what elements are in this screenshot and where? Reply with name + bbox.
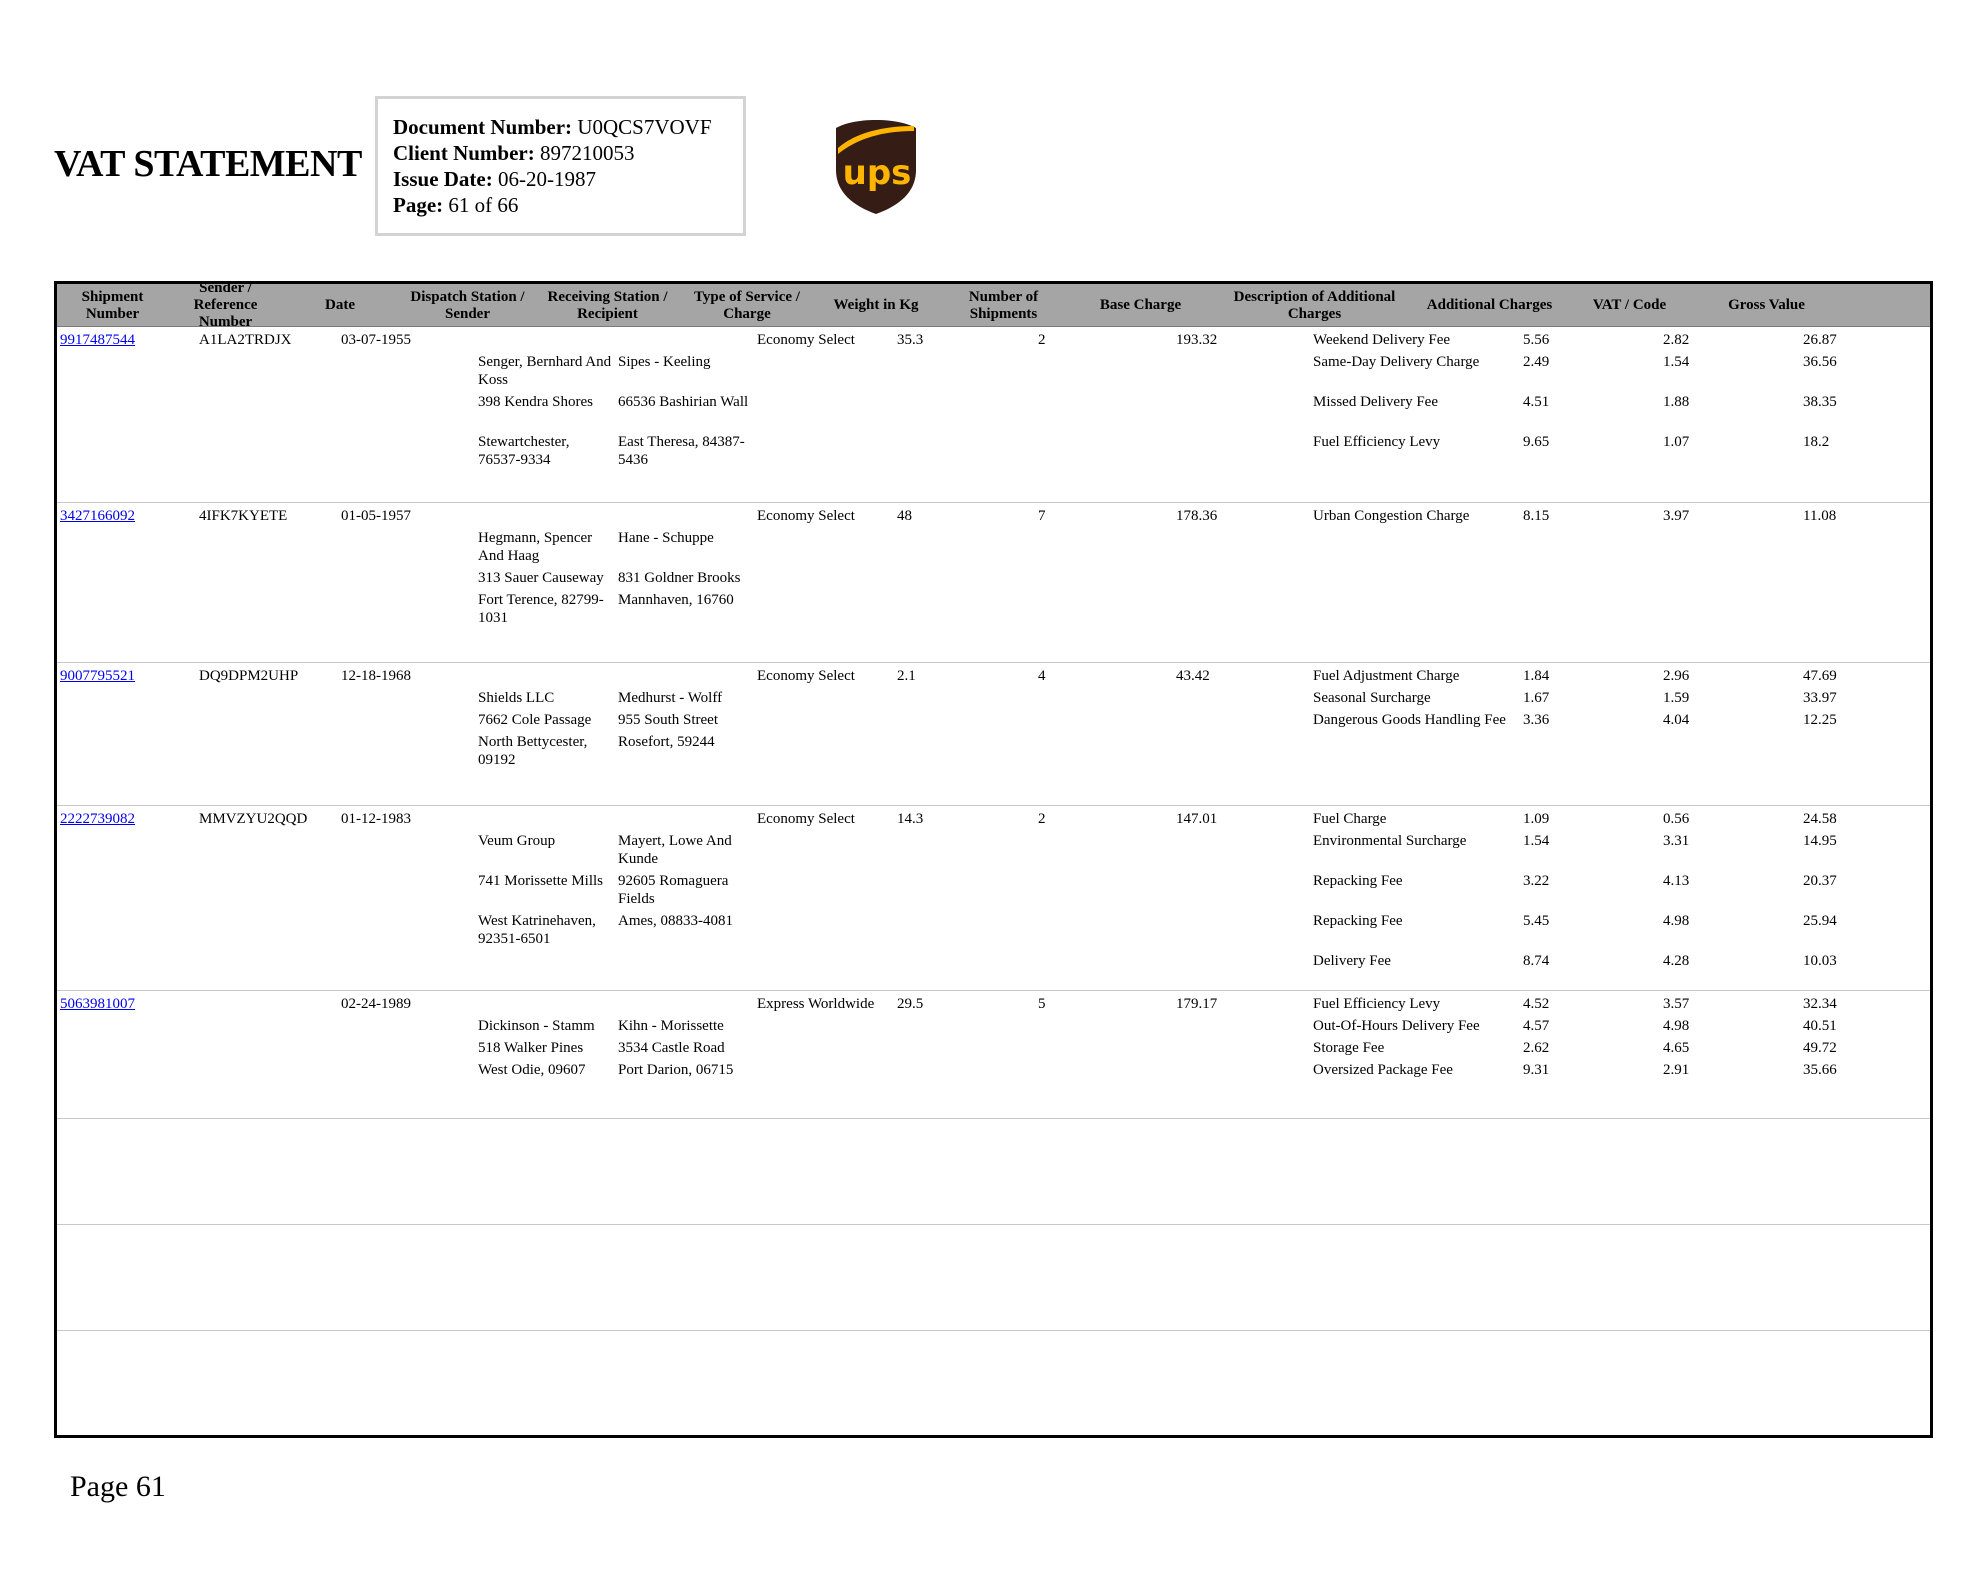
- additional-charge-description: Fuel Efficiency Levy: [1313, 434, 1441, 450]
- empty-row: [57, 1119, 1930, 1225]
- issue-date-line: [393, 166, 743, 192]
- vat-code: 4.28: [1663, 953, 1690, 969]
- shipment-date: 03-07-1955: [341, 332, 411, 348]
- col-additional-charges-header: Additional Charges: [1426, 297, 1553, 313]
- receiving-station-line: Mannhaven, 16760: [618, 592, 734, 608]
- additional-charge-amount: 4.52: [1523, 996, 1550, 1012]
- number-of-shipments: 2: [1038, 811, 1046, 827]
- document-info-box: [375, 96, 746, 236]
- additional-charge-amount: 1.54: [1523, 833, 1550, 849]
- receiving-station-line: Hane - Schuppe: [618, 530, 714, 546]
- gross-value: 38.35: [1803, 394, 1837, 410]
- weight-kg: 14.3: [897, 811, 924, 827]
- shipment-number-link[interactable]: 3427166092: [60, 508, 135, 524]
- additional-charge-description: Missed Delivery Fee: [1313, 394, 1438, 410]
- shipment-group: [57, 327, 1930, 503]
- page-number-line: [393, 192, 743, 218]
- gross-value: 14.95: [1803, 833, 1837, 849]
- col-sender-reference-header: Sender / Reference Number: [193, 280, 258, 330]
- shipment-date: 12-18-1968: [341, 668, 411, 684]
- shipment-date: 01-12-1983: [341, 811, 411, 827]
- receiving-station-line: 831 Goldner Brooks: [618, 570, 741, 586]
- vat-code: 3.31: [1663, 833, 1690, 849]
- client-number-value: 897210053: [539, 141, 635, 165]
- shipment-date: 01-05-1957: [341, 508, 411, 524]
- additional-charge-description: Weekend Delivery Fee: [1313, 332, 1451, 348]
- shipment-table: [54, 281, 1933, 1438]
- weight-kg: 29.5: [897, 996, 924, 1012]
- col-vat-code-header: VAT / Code: [1592, 297, 1667, 313]
- additional-charge-description: Seasonal Surcharge: [1313, 690, 1431, 706]
- additional-charge-description: Fuel Efficiency Levy: [1313, 996, 1441, 1012]
- vat-code: 1.54: [1663, 354, 1690, 370]
- gross-value: 32.34: [1803, 996, 1837, 1012]
- shipment-group: [57, 503, 1930, 663]
- shipment-group: [57, 663, 1930, 806]
- sender-reference: 4IFK7KYETE: [199, 508, 288, 524]
- service-type: Economy Select: [757, 508, 855, 524]
- dispatch-station-line: 518 Walker Pines: [478, 1040, 584, 1056]
- additional-charge-amount: 1.67: [1523, 690, 1550, 706]
- vat-code: 1.88: [1663, 394, 1690, 410]
- col-additional-description-header: Description of Additional Charges: [1233, 288, 1396, 322]
- col-gross-value-header: Gross Value: [1728, 297, 1805, 313]
- number-of-shipments: 2: [1038, 332, 1046, 348]
- dispatch-station-line: 313 Sauer Causeway: [478, 570, 604, 586]
- shipment-number-link[interactable]: 5063981007: [60, 996, 135, 1012]
- base-charge: 43.42: [1176, 668, 1210, 684]
- shipment-date: 02-24-1989: [341, 996, 411, 1012]
- additional-charge-amount: 4.57: [1523, 1018, 1550, 1034]
- empty-row: [57, 1225, 1930, 1331]
- dispatch-station-line: Stewartchester, 76537-9334: [478, 434, 570, 468]
- col-receiving-station-header: Receiving Station / Recipient: [547, 288, 668, 322]
- base-charge: 178.36: [1176, 508, 1218, 524]
- col-number-shipments-header: Number of Shipments: [968, 288, 1039, 322]
- page-value: 61 of 66: [448, 193, 519, 217]
- additional-charge-amount: 2.62: [1523, 1040, 1550, 1056]
- col-service-type-header: Type of Service / Charge: [694, 288, 800, 322]
- receiving-station-line: Medhurst - Wolff: [618, 690, 723, 706]
- gross-value: 47.69: [1803, 668, 1837, 684]
- dispatch-station-line: 741 Morissette Mills: [478, 873, 604, 889]
- base-charge: 193.32: [1176, 332, 1218, 348]
- service-type: Express Worldwide: [757, 996, 875, 1012]
- weight-kg: 48: [897, 508, 912, 524]
- gross-value: 26.87: [1803, 332, 1837, 348]
- dispatch-station-line: West Odie, 09607: [478, 1062, 586, 1078]
- document-number-label: Document Number:: [393, 115, 573, 139]
- issue-date-label: Issue Date:: [393, 167, 493, 191]
- receiving-station-line: Port Darion, 06715: [618, 1062, 734, 1078]
- receiving-station-line: 66536 Bashirian Wall: [618, 394, 749, 410]
- additional-charge-description: Dangerous Goods Handling Fee: [1313, 712, 1506, 728]
- vat-code: 4.98: [1663, 1018, 1690, 1034]
- gross-value: 36.56: [1803, 354, 1837, 370]
- dispatch-station-line: Fort Terence, 82799-1031: [478, 592, 604, 626]
- weight-kg: 2.1: [897, 668, 916, 684]
- col-weight-header: Weight in Kg: [833, 297, 919, 313]
- table-header: [57, 280, 1930, 330]
- receiving-station-line: Ames, 08833-4081: [618, 913, 733, 929]
- dispatch-station-line: Veum Group: [478, 833, 556, 849]
- additional-charge-amount: 4.51: [1523, 394, 1550, 410]
- col-date-header: Date: [325, 297, 355, 313]
- additional-charge-description: Fuel Charge: [1313, 811, 1387, 827]
- additional-charge-amount: 1.09: [1523, 811, 1550, 827]
- service-type: Economy Select: [757, 332, 855, 348]
- vat-code: 2.96: [1663, 668, 1690, 684]
- col-dispatch-station-header: Dispatch Station / Sender: [410, 288, 525, 322]
- additional-charge-description: Delivery Fee: [1313, 953, 1391, 969]
- additional-charge-amount: 5.45: [1523, 913, 1550, 929]
- number-of-shipments: 7: [1038, 508, 1046, 524]
- sender-reference: DQ9DPM2UHP: [199, 668, 299, 684]
- page-label: Page:: [393, 193, 444, 217]
- vat-code: 3.57: [1663, 996, 1690, 1012]
- dispatch-station-line: North Bettycester, 09192: [478, 734, 588, 768]
- vat-code: 4.13: [1663, 873, 1690, 889]
- shipment-number-link[interactable]: 2222739082: [60, 811, 135, 827]
- additional-charge-amount: 2.49: [1523, 354, 1550, 370]
- additional-charge-description: Oversized Package Fee: [1313, 1062, 1453, 1078]
- col-shipment-number-header: Shipment Number: [81, 288, 144, 322]
- receiving-station-line: East Theresa, 84387-5436: [618, 434, 745, 468]
- additional-charge-amount: 9.65: [1523, 434, 1550, 450]
- gross-value: 11.08: [1803, 508, 1837, 524]
- shipment-group: [57, 991, 1930, 1119]
- gross-value: 24.58: [1803, 811, 1837, 827]
- document-number-value: U0QCS7VOVF: [577, 115, 712, 139]
- page-footer: Page 61: [70, 1470, 166, 1503]
- additional-charge-amount: 1.84: [1523, 668, 1550, 684]
- receiving-station-line: Mayert, Lowe And Kunde: [618, 833, 732, 867]
- ups-logo: [834, 118, 918, 216]
- weight-kg: 35.3: [897, 332, 924, 348]
- receiving-station-line: 3534 Castle Road: [618, 1040, 725, 1056]
- dispatch-station-line: 7662 Cole Passage: [478, 712, 592, 728]
- sender-reference: A1LA2TRDJX: [199, 332, 292, 348]
- additional-charge-amount: 8.15: [1523, 508, 1550, 524]
- additional-charge-amount: 3.22: [1523, 873, 1550, 889]
- gross-value: 35.66: [1803, 1062, 1837, 1078]
- additional-charge-description: Urban Congestion Charge: [1313, 508, 1470, 524]
- receiving-station-line: Kihn - Morissette: [618, 1018, 724, 1034]
- base-charge: 147.01: [1176, 811, 1218, 827]
- additional-charge-description: Fuel Adjustment Charge: [1313, 668, 1460, 684]
- vat-code: 1.07: [1663, 434, 1690, 450]
- additional-charge-amount: 9.31: [1523, 1062, 1550, 1078]
- additional-charge-amount: 5.56: [1523, 332, 1550, 348]
- gross-value: 20.37: [1803, 873, 1837, 889]
- gross-value: 33.97: [1803, 690, 1837, 706]
- service-type: Economy Select: [757, 811, 855, 827]
- additional-charge-description: Same-Day Delivery Charge: [1313, 354, 1480, 370]
- additional-charge-description: Out-Of-Hours Delivery Fee: [1313, 1018, 1480, 1034]
- dispatch-station-line: Shields LLC: [478, 690, 555, 706]
- vat-code: 4.04: [1663, 712, 1690, 728]
- receiving-station-line: 955 South Street: [618, 712, 718, 728]
- client-number-line: [393, 140, 743, 166]
- vat-code: 4.65: [1663, 1040, 1690, 1056]
- sender-reference: MMVZYU2QQD: [199, 811, 308, 827]
- shipment-number-link[interactable]: 9007795521: [60, 668, 135, 684]
- additional-charge-description: Repacking Fee: [1313, 913, 1403, 929]
- gross-value: 10.03: [1803, 953, 1837, 969]
- vat-code: 1.59: [1663, 690, 1690, 706]
- additional-charge-description: Storage Fee: [1313, 1040, 1385, 1056]
- additional-charge-description: Repacking Fee: [1313, 873, 1403, 889]
- vat-code: 0.56: [1663, 811, 1690, 827]
- vat-code: 3.97: [1663, 508, 1690, 524]
- dispatch-station-line: 398 Kendra Shores: [478, 394, 593, 410]
- gross-value: 12.25: [1803, 712, 1837, 728]
- gross-value: 49.72: [1803, 1040, 1837, 1056]
- number-of-shipments: 4: [1038, 668, 1046, 684]
- shipment-group: [57, 806, 1930, 991]
- dispatch-station-line: Senger, Bernhard And Koss: [478, 354, 612, 388]
- vat-code: 2.91: [1663, 1062, 1690, 1078]
- col-base-charge-header: Base Charge: [1099, 297, 1182, 313]
- dispatch-station-line: Dickinson - Stamm: [478, 1018, 595, 1034]
- service-type: Economy Select: [757, 668, 855, 684]
- additional-charge-description: Environmental Surcharge: [1313, 833, 1467, 849]
- document-number-line: [393, 114, 743, 140]
- vat-code: 2.82: [1663, 332, 1690, 348]
- svg-text:ups: ups: [842, 153, 912, 193]
- receiving-station-line: Rosefort, 59244: [618, 734, 715, 750]
- receiving-station-line: 92605 Romaguera Fields: [618, 873, 729, 907]
- dispatch-station-line: Hegmann, Spencer And Haag: [478, 530, 593, 564]
- issue-date-value: 06-20-1987: [498, 167, 596, 191]
- number-of-shipments: 5: [1038, 996, 1046, 1012]
- additional-charge-amount: 8.74: [1523, 953, 1550, 969]
- gross-value: 40.51: [1803, 1018, 1837, 1034]
- gross-value: 18.2: [1803, 434, 1830, 450]
- page-title: VAT STATEMENT: [54, 143, 362, 185]
- receiving-station-line: Sipes - Keeling: [618, 354, 711, 370]
- gross-value: 25.94: [1803, 913, 1837, 929]
- dispatch-station-line: West Katrinehaven, 92351-6501: [478, 913, 596, 947]
- vat-code: 4.98: [1663, 913, 1690, 929]
- additional-charge-amount: 3.36: [1523, 712, 1550, 728]
- base-charge: 179.17: [1176, 996, 1218, 1012]
- client-number-label: Client Number:: [393, 141, 535, 165]
- shipment-number-link[interactable]: 9917487544: [60, 332, 135, 348]
